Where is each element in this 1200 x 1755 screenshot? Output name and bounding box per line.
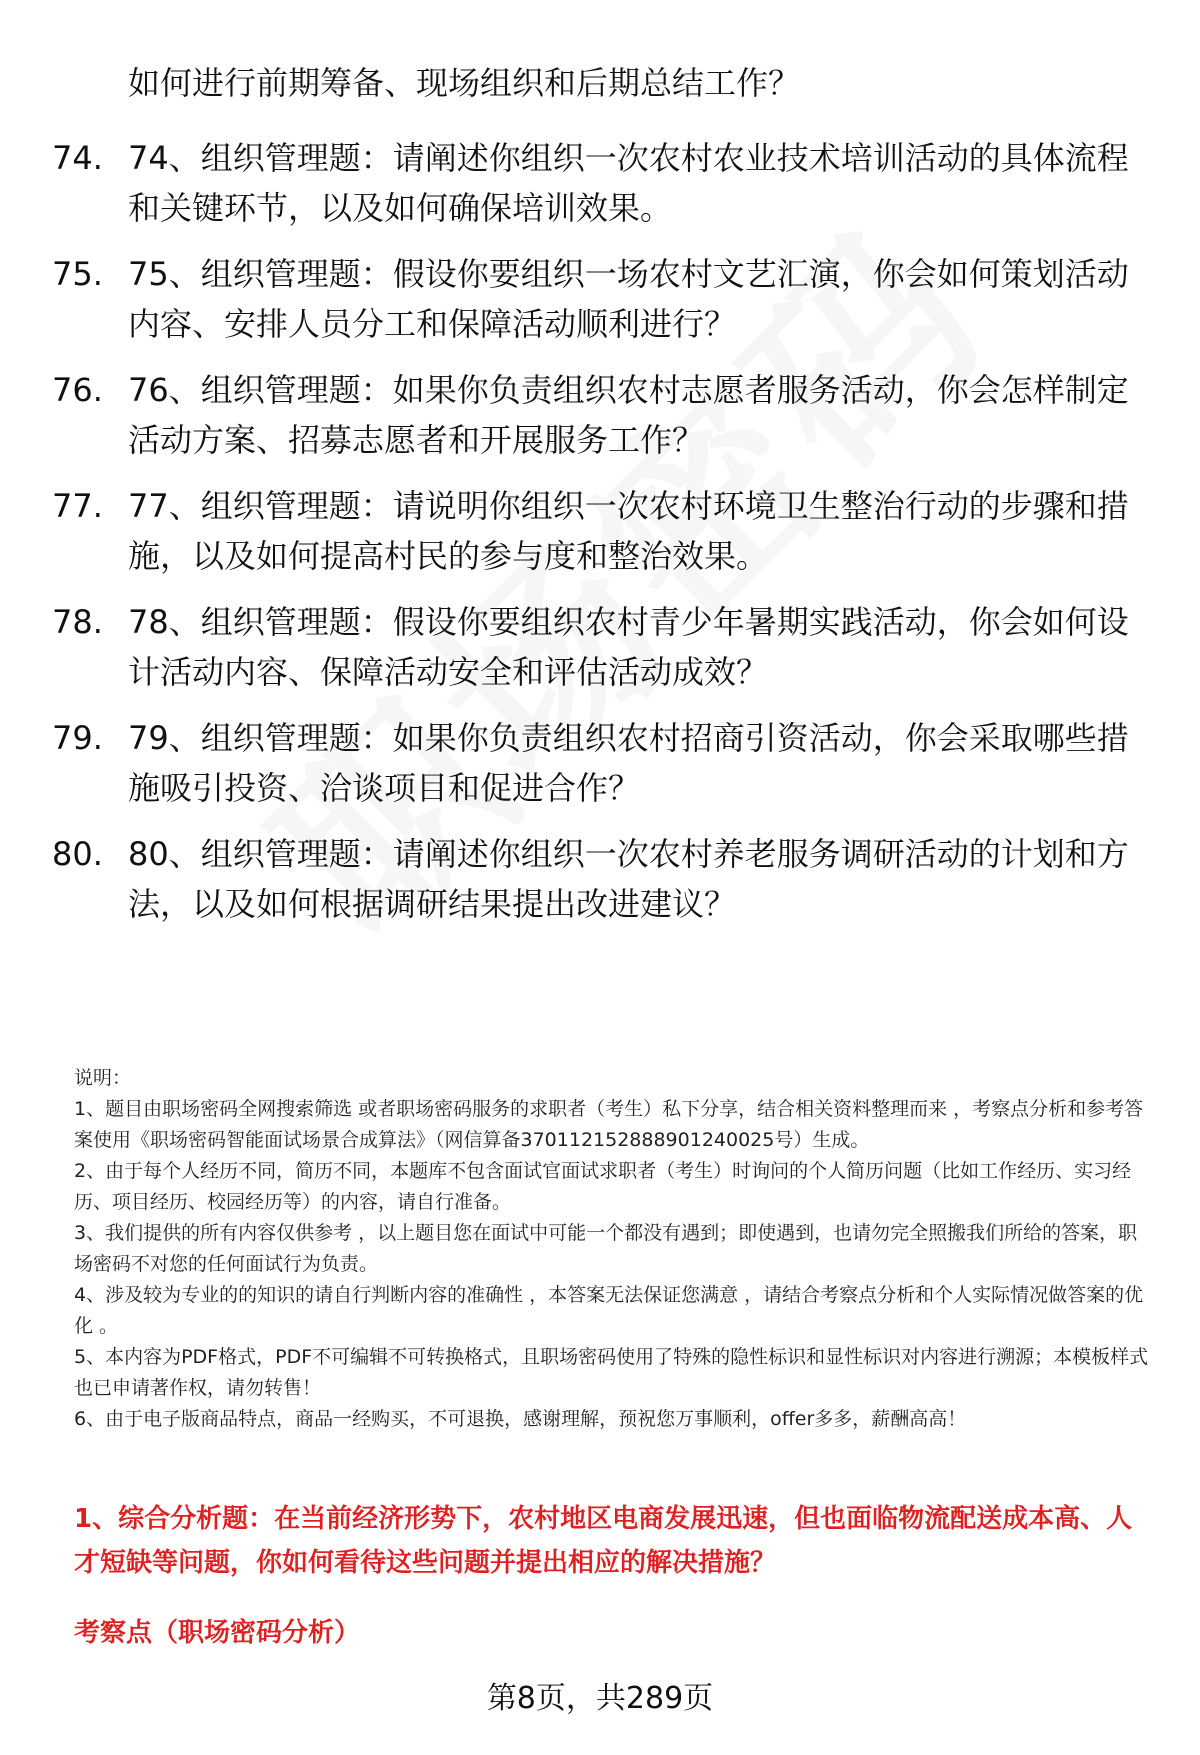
question-number: 74.: [52, 139, 103, 177]
question-text: 77、组织管理题：请说明你组织一次农村环境卫生整治行动的步骤和措施，以及如何提高村民的参与度和整治效果。: [128, 487, 1129, 575]
analysis-heading: 考察点（职场密码分析）: [74, 1618, 361, 1648]
highlight-question: 1、综合分析题：在当前经济形势下，农村地区电商发展迅速，但也面临物流配送成本高、人才短缺等问题，你如何看待这些问题并提出相应的解决措施？: [74, 1504, 1133, 1578]
question-text: 74、组织管理题：请阐述你组织一次农村农业技术培训活动的具体流程和关键环节，以及如何确保培训效果。: [128, 139, 1129, 227]
note-item: 2、由于每个人经历不同，简历不同，本题库不包含面试官面试求职者（考生）时询问的个人简历问题（比如工作经历、实习经历、项目经历、校园经历等）的内容，请自行准备。: [74, 1160, 1132, 1213]
question-number: 79.: [52, 719, 103, 757]
question-text: 75、组织管理题：假设你要组织一场农村文艺汇演，你会如何策划活动内容、安排人员分工和保障活动顺利进行？: [128, 255, 1129, 343]
note-item: 1、题目由职场密码全网搜索筛选 或者职场密码服务的求职者（考生）私下分享，结合相关资料整理而来 ，考察点分析和参考答案使用《职场密码智能面试场景合成算法》（网信算备370112152888901240025号）生成。: [74, 1098, 1144, 1151]
question-number: 76.: [52, 371, 103, 409]
question-number: 78.: [52, 603, 103, 641]
page-footer: 第8页，共289页: [486, 1681, 714, 1716]
continued-question-text: 如何进行前期筹备、现场组织和后期总结工作？: [128, 64, 801, 102]
note-item: 4、涉及较为专业的的知识的请自行判断内容的准确性 ，本答案无法保证您满意 ，请结合考察点分析和个人实际情况做答案的优化 。: [74, 1284, 1144, 1337]
notes-title: 说明：: [74, 1067, 132, 1089]
question-text: 76、组织管理题：如果你负责组织农村志愿者服务活动，你会怎样制定活动方案、招募志愿者和开展服务工作？: [128, 371, 1129, 459]
note-item: 6、由于电子版商品特点，商品一经购买，不可退换，感谢理解，预祝您万事顺利，offer多多，薪酬高高！: [74, 1408, 967, 1430]
question-text: 80、组织管理题：请阐述你组织一次农村养老服务调研活动的计划和方法，以及如何根据调研结果提出改进建议？: [128, 835, 1129, 923]
note-item: 3、我们提供的所有内容仅供参考 ，以上题目您在面试中可能一个都没有遇到；即使遇到，也请勿完全照搬我们所给的答案，职场密码不对您的任何面试行为负责。: [74, 1222, 1138, 1275]
question-number: 77.: [52, 487, 103, 525]
question-text: 78、组织管理题：假设你要组织农村青少年暑期实践活动，你会如何设计活动内容、保障活动安全和评估活动成效？: [128, 603, 1129, 691]
question-number: 75.: [52, 255, 103, 293]
notes-section: [74, 1063, 1154, 1435]
note-item: 5、本内容为PDF格式，PDF不可编辑不可转换格式，且职场密码使用了特殊的隐性标识和显性标识对内容进行溯源；本模板样式也已申请著作权，请勿转售！: [74, 1346, 1149, 1399]
question-number: 80.: [52, 835, 103, 873]
question-text: 79、组织管理题：如果你负责组织农村招商引资活动，你会采取哪些措施吸引投资、洽谈项目和促进合作？: [128, 719, 1129, 807]
